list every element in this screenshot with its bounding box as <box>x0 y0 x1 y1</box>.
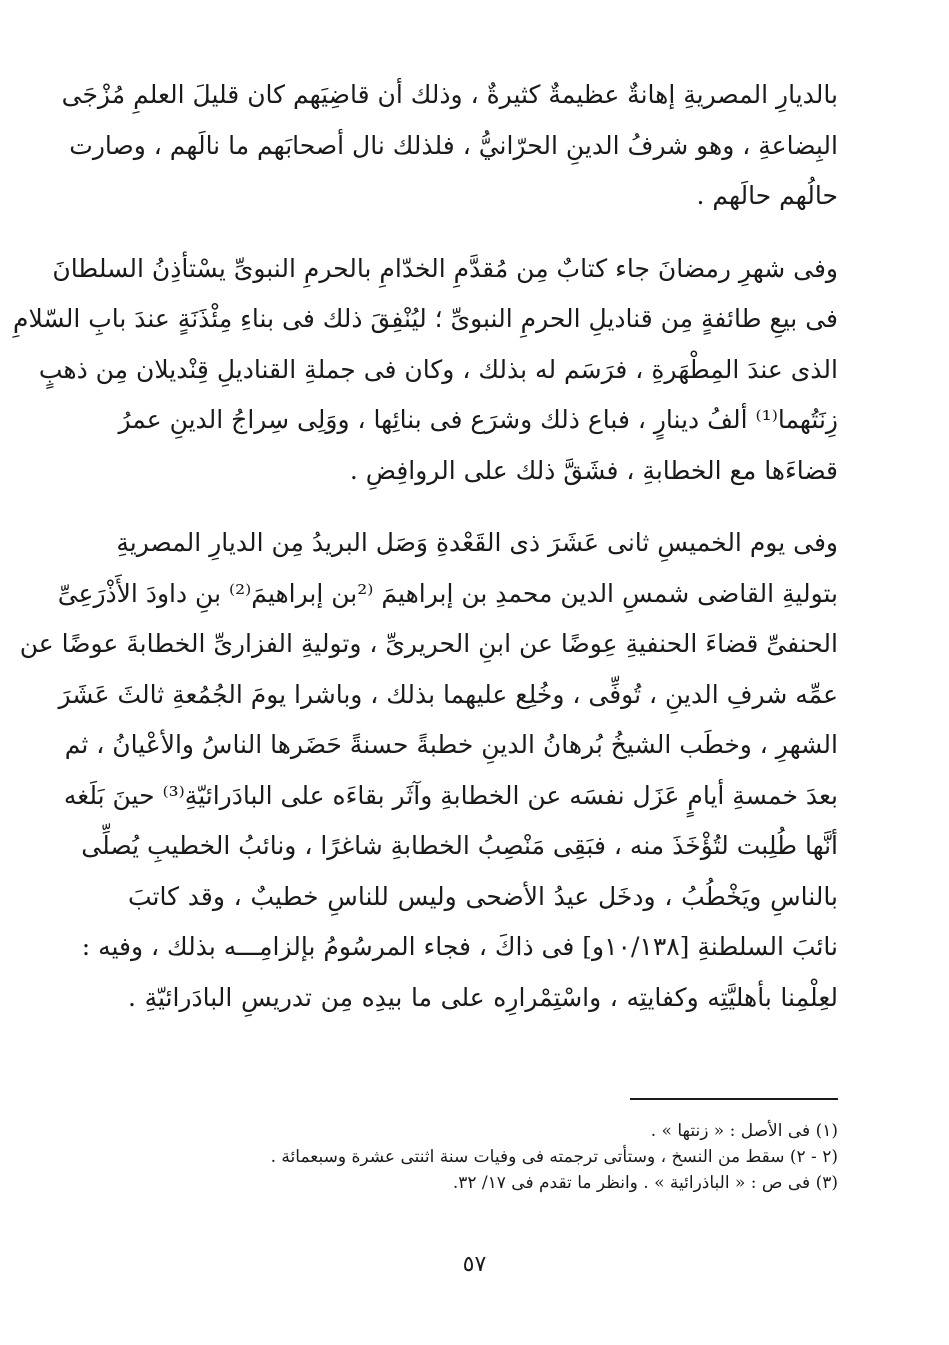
footnote-divider <box>630 1098 838 1100</box>
text-line: الحنفىِّ قضاءَ الحنفيةِ عِوضًا عن ابنِ الحريرىِّ ، وتوليةِ الفزارىِّ الخطابةَ عوضًا عن <box>19 629 838 658</box>
text-line: قضاءَها مع الخطابةِ ، فشَقَّ ذلك على الروافِضِ . <box>349 455 838 485</box>
text-line: حالُهم حالَهم . <box>696 181 838 210</box>
text-line: الشهرِ ، وخطَب الشيخُ بُرهانُ الدينِ خطبةً حسنةً حَضَرها الناسُ والأعْيانُ ، ثم <box>64 730 838 759</box>
paragraph-3 <box>19 518 838 1023</box>
text-line: بالناسِ ويَخْطُبُ ، ودخَل عيدُ الأضحى وليس للناسِ خطيبٌ ، وقد كاتبَ <box>128 881 838 911</box>
footnote-1: (١) فى الأصل : « زنتها » . <box>650 1121 838 1141</box>
text-line: بعدَ خمسةِ أيامٍ عَزَل نفسَه عن الخطابةِ وآثَر بقاءَه على البادَرائيّةِ⁽³⁾ حينَ بَلَغه <box>63 780 838 810</box>
text-line: بالديارِ المصريةِ إهانةٌ عظيمةٌ كثيرةٌ ، وذلك أن قاضِيَهم كان قليلَ العلمِ مُزْجَى <box>61 80 838 109</box>
page-number: ٥٧ <box>462 1252 487 1277</box>
footnote-2: (٢ - ٢) سقط من النسخ ، وستأتى ترجمته فى وفيات سنة اثنتى عشرة وسبعمائة . <box>270 1147 838 1167</box>
text-line: فى بيعِ طائفةٍ مِن قناديلِ الحرمِ النبوىِّ ؛ ليُنْفِقَ ذلك فى بناءِ مِئْذَنَةٍ عندَ بابِ السّلامِ <box>13 304 838 333</box>
footnote-3: (٣) فى ص : « الباذرائية » . وانظر ما تقدم فى ١٧/ ٣٢. <box>452 1173 838 1193</box>
text-line: عمِّه شرفِ الدينِ ، تُوفِّى ، وخُلِع عليهما بذلك ، وباشرا يومَ الجُمُعةِ ثالثَ عَشَرَ <box>58 679 838 709</box>
text-line: وفى شهرِ رمضانَ جاء كتابٌ مِن مُقدَّمِ الخدّامِ بالحرمِ النبوىِّ يسْتأذِنُ السلطانَ <box>52 253 838 283</box>
paragraph-2 <box>13 244 838 497</box>
text-line: الذى عندَ المِطْهَرةِ ، فرَسَم له بذلك ، وكان فى جملةِ القناديلِ قِنْديلان مِن ذهبٍ <box>38 354 838 384</box>
footnotes <box>128 1118 838 1196</box>
text-line: زِنَتُهما⁽¹⁾ ألفُ دينارٍ ، فباع ذلك وشرَع فى بنائِها ، ووَلِى سِراجُ الدينِ عمرُ <box>118 405 838 434</box>
main-text <box>13 70 838 1045</box>
text-line: البِضاعةِ ، وهو شرفُ الدينِ الحرّانيُّ ، فلذلك نال أصحابَهم ما نالَهم ، وصارت <box>69 130 838 160</box>
text-line: نائبَ السلطنةِ [١٠/١٣٨و] فى ذاكَ ، فجاء المرسُومُ بإلزامِـــه بذلك ، وفيه : <box>81 932 838 961</box>
paragraph-1 <box>61 70 838 222</box>
text-line: لعِلْمِنا بأهليَّتِه وكفايتِه ، واسْتِمْرارِه على ما بيدِه مِن تدريسِ البادَرائيّةِ . <box>128 982 838 1012</box>
text-line: بتوليةِ القاضى شمسِ الدين محمدِ بن إبراهيمَ ⁽²بن إبراهيمَ⁽²⁾ بنِ داودَ الأَذْرَعِىِّ <box>57 578 838 608</box>
text-line: وفى يوم الخميسِ ثانى عَشَرَ ذى القَعْدةِ وَصَل البريدُ مِن الديارِ المصريةِ <box>116 528 838 557</box>
text-line: أنَّها طُلِبت لتُؤْخَذَ منه ، فبَقِى مَنْصِبُ الخطابةِ شاغرًا ، ونائبُ الخطيبِ يُصلِّى <box>81 831 838 860</box>
